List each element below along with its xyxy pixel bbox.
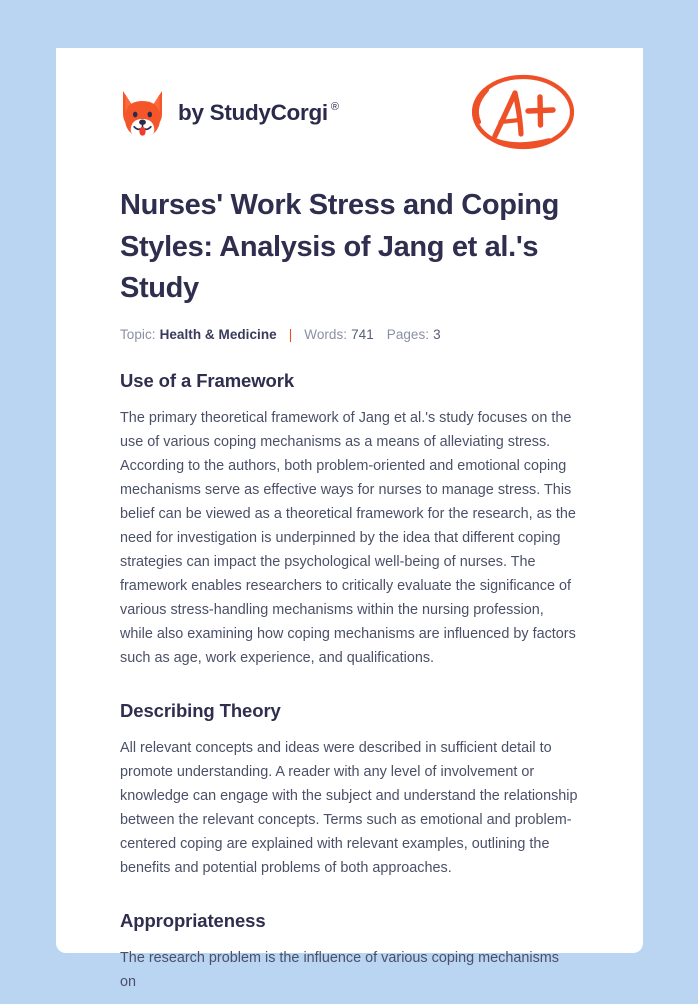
meta-words xyxy=(304,327,374,342)
section-paragraph: The research problem is the influence of various coping mechanisms on xyxy=(120,949,559,990)
page-title: Nurses' Work Stress and Coping Styles: Analysis of Jang et al.'s Study xyxy=(120,189,560,304)
brand-name: by StudyCorgi xyxy=(178,100,328,125)
document-body xyxy=(120,370,579,1004)
meta-separator: | xyxy=(288,326,293,342)
section-heading-appropriateness: Appropriateness xyxy=(120,909,266,931)
document-paper xyxy=(56,48,643,990)
meta-words-value: 741 xyxy=(351,326,374,342)
studycorgi-brand[interactable] xyxy=(120,88,339,138)
document-header xyxy=(120,48,579,152)
section-paragraph: All relevant concepts and ideas were described in sufficient detail to promote understanding. A reader with any level of involvement or knowledge can engage with the subject and understand the relationship between the relevant concepts. Terms such as emotional and problem-centered coping are explained with relevant examples, outlining the benefits and potential problems of both approaches. xyxy=(120,739,578,876)
section-heading-use-of-a-framework: Use of a Framework xyxy=(120,369,295,391)
meta-pages xyxy=(387,327,441,342)
brand-wordmark xyxy=(178,100,339,126)
a-plus-grade-icon xyxy=(467,70,579,156)
meta-pages-label: Pages: xyxy=(386,326,430,342)
meta-topic-value[interactable]: Health & Medicine xyxy=(159,326,277,342)
meta-pages-value: 3 xyxy=(433,326,441,342)
section-heading-describing-theory: Describing Theory xyxy=(120,699,281,721)
registered-trademark-icon: ® xyxy=(330,101,339,113)
document-meta xyxy=(120,327,579,342)
corgi-face-icon xyxy=(120,88,165,138)
meta-topic-label: Topic: xyxy=(120,326,156,342)
meta-words-label: Words: xyxy=(304,326,348,342)
section-paragraph: The primary theoretical framework of Jang et al.'s study focuses on the use of various coping mechanisms as a means of alleviating stress. According to the authors, both problem-oriented and emotional coping mechanisms serve as effective ways for nurses to manage stress. This belief can be viewed as a theoretical framework for the research, as the need for investigation is underpinned by the idea that different coping strategies can impact the psychological well-being of nurses. The framework enables researchers to critically evaluate the significance of various stress-handling mechanisms within the nursing profession, while also examining how coping mechanisms are influenced by factors such as age, work experience, and qualifications. xyxy=(120,409,576,666)
meta-topic xyxy=(120,327,277,342)
